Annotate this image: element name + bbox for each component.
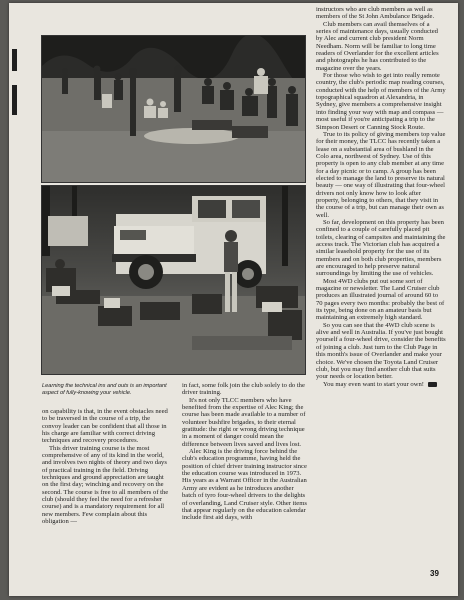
paragraph: So you can see that the 4WD club scene is alive and well in Australia. If you've just bought yourself a four-wheel drive, consider the benefits of joining a club. Just turn to the Club Page in this month's issue of Overlander and make your choice. We've chosen the Toyota Land Cruiser club, but you may find another club that suits your needs or location better. xyxy=(316,321,446,381)
end-of-article-icon xyxy=(428,382,437,387)
paragraph: instructors who are club members as well as members of the St John Ambulance Brigade. xyxy=(316,6,435,21)
paragraph: Alec King is the driving force behind the club's education programme, having held the position of chief driver training instructor since the education course was introduced in 1973. His years as a Warrant Officer in the Australian Army are evident as he introduces another batch of tyro four-wheel drivers to the delights of overlanding, Land Cruiser style. Other items that appear regularly on the education calendar include first aid days, with xyxy=(182,448,307,522)
photo-four-wheel-drive-and-group xyxy=(41,185,306,375)
article-column-middle xyxy=(182,382,307,587)
photo-four-wheel-drive-and-group-image xyxy=(42,186,306,375)
edge-mark xyxy=(12,49,17,71)
closing-paragraph xyxy=(316,381,446,388)
paragraph: Most 4WD clubs put out some sort of magazine or newsletter. The Land Cruiser club produces an illustrated journal of around 60 to 70 pages every two months: probably the best of its type, being done on an amateur basis but maintaining an extremely high standard. xyxy=(316,277,445,322)
paragraph: on capability is that, in the event obstacles need to be traversed in the course of a trip, the convoy leader can be confident that all those in his charge are familiar with correct driving techniques and recovery procedures. xyxy=(42,408,168,445)
paragraph: This driver training course is the most comprehensive of any of its kind in the world, and involves two nights of theory and two days of practical training in the field. Driving techniques and ground appreciation are taught on the first day; winching and recovery on the second. The course is free to all members of the club (should they feel the need for a refresher course) and is a mandatory requirement for all new members. Few complain about this obligation — xyxy=(42,444,169,526)
paragraph: It's not only TLCC members who have benefited from the expertise of Alec King; the course has been made available to a number of volunteer bushfire brigades, to their eternal gratitude: the right or wrong driving technique in a moment of danger could mean the difference between lives saved and lives lost. xyxy=(182,396,306,448)
paragraph: Club members can avail themselves of a series of maintenance days, usually conducted by Alec and current club president Norm Needham. Norm will be familiar to long time readers of Overlander for the excellent articles and photographs he has contributed to the magazine over the years. xyxy=(316,20,439,72)
paragraph: in fact, some folk join the club solely to do the driver training. xyxy=(182,382,305,397)
photo-caption: Learning the technical ins and outs is an important aspect of fully-knowing your vehicle. xyxy=(42,383,167,396)
photo-group-seated-in-field-image xyxy=(42,36,306,183)
photo-group-seated-in-field xyxy=(41,35,306,183)
paragraph: For those who wish to get into really remote country, the club's periodic map reading courses, conducted with the help of members of the Army topographical squadron at Alexandria, in Sydney, give members a comprehensive insight into finding your way with map and compass — most useful if you're anticipating a trip to the Simpson Desert or Canning Stock Route. xyxy=(316,72,446,131)
paragraph: So far, development on this property has been confined to a couple of carefully placed pit toilets, clearing of campsites and maintaining the access track. The Victorian club has acquired a similar leasehold property for the use of its members and on both club properties, members are encouraged to help preserve natural surroundings by limiting the use of vehicles. xyxy=(316,218,446,278)
closing-text: You may even want to start your own! xyxy=(323,380,424,388)
page-number: 39 xyxy=(430,569,439,578)
magazine-page xyxy=(9,3,458,596)
article-column-left xyxy=(42,408,170,588)
edge-mark xyxy=(12,85,17,115)
paragraph: True to its policy of giving members top value for their money, the TLCC has recently taken a lease on a substantial area of bushland in the Colo area, northwest of Sydney. Use of this property is open to any club member at any time for a day picnic or to camp. A group has been elected to manage the land to preserve its natural beauty — one way of illustrating that four-wheel drivers not only know how to look after property, belonging to others, that they visit in the course of a trip, but can manage their own as well. xyxy=(316,130,446,219)
article-column-right xyxy=(316,6,446,566)
